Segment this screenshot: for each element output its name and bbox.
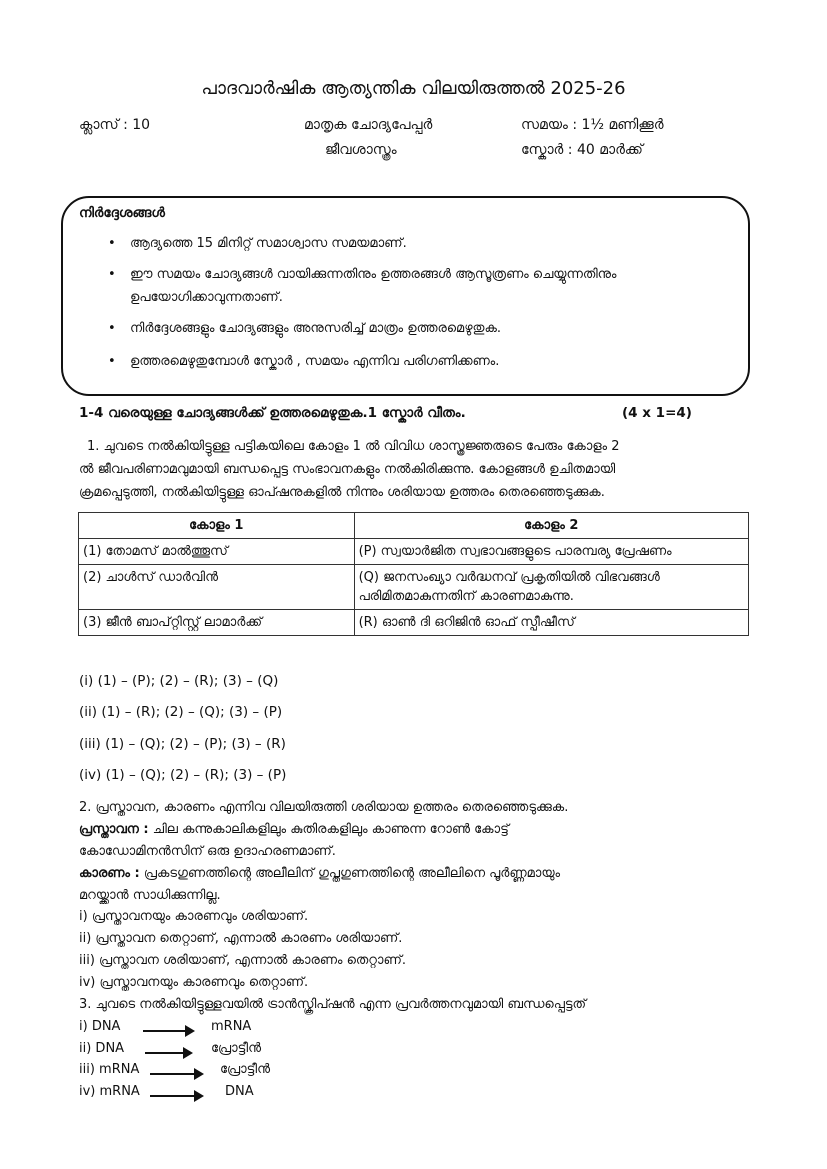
instruction-item: • നിർദ്ദേശങ്ങളും ചോദ്യങ്ങളും അനുസരിച്ച് മാത്രം ഉത്തരമെഴുതുക.	[108, 321, 502, 336]
table-header-row	[79, 513, 749, 539]
q2-reason-cont: മറയ്ക്കാൻ സാധിക്കുന്നില്ല.	[79, 888, 221, 903]
q1-option: (i) (1) – (P); (2) – (R); (3) – (Q)	[79, 673, 279, 689]
q3-option-target: mRNA	[211, 1019, 252, 1034]
q1-option: (iii) (1) – (Q); (2) – (P); (3) – (R)	[79, 736, 286, 752]
q2-statement: പ്രസ്താവന : ചില കന്നുകാലികളിലും കുതിരകളിലും കാണുന്ന റോൺ കോട്ട്	[79, 822, 509, 837]
q3-option-target: പ്രോട്ടീൻ	[220, 1062, 270, 1077]
q2-option: ii) പ്രസ്താവന തെറ്റാണ്, എന്നാൽ കാരണം ശരിയാണ്.	[79, 931, 403, 946]
paper-type: മാതൃക ചോദ്യപേപ്പർ	[304, 117, 433, 133]
q3-option-label: i) DNA	[79, 1019, 121, 1034]
arrow-icon	[143, 1030, 193, 1032]
q3-option-label: ii) DNA	[79, 1041, 125, 1056]
instruction-item-cont: ഉപയോഗിക്കാവുന്നതാണ്.	[130, 290, 283, 305]
score-label: സ്കോർ : 40 മാർക്ക്	[521, 142, 643, 158]
table-header: കോളം 2	[354, 513, 748, 539]
q2-option: i) പ്രസ്താവനയും കാരണവും ശരിയാണ്.	[79, 909, 309, 924]
instructions-title: നിർദ്ദേശങ്ങൾ	[79, 205, 165, 221]
arrow-icon	[145, 1052, 191, 1054]
q3-option-target: പ്രോട്ടീൻ	[211, 1041, 261, 1056]
q1-option: (ii) (1) – (R); (2) – (Q); (3) – (P)	[79, 704, 283, 720]
q3-intro: 3. ചുവടെ നൽകിയിട്ടുള്ളവയിൽ ട്രാൻസ്ക്രിപ്ഷൻ എന്ന പ്രവർത്തനവുമായി ബന്ധപ്പെട്ടത്	[79, 997, 587, 1012]
instruction-item: • ഈ സമയം ചോദ്യങ്ങൾ വായിക്കുന്നതിനും ഉത്തരങ്ങൾ ആസൂത്രണം ചെയ്യുന്നതിനും	[108, 267, 617, 282]
match-table	[78, 512, 749, 636]
time-label: സമയം : 1½ മണിക്കൂർ	[521, 117, 664, 133]
q1-option: (iv) (1) – (Q); (2) – (R); (3) – (P)	[79, 767, 287, 783]
q1-text-line: ക്രമപ്പെടുത്തി, നൽകിയിട്ടുള്ള ഓപ്ഷനുകളിൽ നിന്നും ശരിയായ ഉത്തരം തെരഞ്ഞെടുക്കുക.	[79, 485, 605, 500]
q2-option: iv) പ്രസ്താവനയും കാരണവും തെറ്റാണ്.	[79, 975, 309, 990]
table-cell: (3) ജീൻ ബാപ്റ്റിസ്റ്റ് ലാമാർക്ക്	[79, 610, 355, 636]
q3-option-label: iii) mRNA	[79, 1062, 140, 1077]
class-label: ക്ലാസ് : 10	[79, 117, 151, 133]
table-row	[79, 610, 749, 636]
table-row	[79, 539, 749, 565]
table-cell: (P) സ്വയാർജിത സ്വഭാവങ്ങളുടെ പാരമ്പര്യ പ്രേഷണം	[354, 539, 748, 565]
instruction-item: • ആദ്യത്തെ 15 മിനിറ്റ് സമാശ്വാസ സമയമാണ്.	[108, 236, 407, 251]
page-title: പാദവാർഷിക ആത്യന്തിക വിലയിരുത്തൽ 2025-26	[201, 78, 626, 99]
section-marks: (4 x 1=4)	[622, 405, 692, 421]
q2-option: iii) പ്രസ്താവന ശരിയാണ്, എന്നാൽ കാരണം തെറ്റാണ്.	[79, 953, 407, 968]
q2-statement-cont: കോഡോമിനൻസിന് ഒരു ഉദാഹരണമാണ്.	[79, 844, 336, 859]
table-cell: (R) ഓൺ ദി ഒറിജിൻ ഓഫ് സ്പീഷീസ്	[354, 610, 748, 636]
subject-label: ജീവശാസ്ത്രം	[325, 142, 397, 158]
arrow-icon	[150, 1073, 202, 1075]
q3-option-target: DNA	[225, 1084, 254, 1099]
table-cell: (Q) ജനസംഖ്യാ വർദ്ധനവ് പ്രകൃതിയിൽ വിഭവങ്ങൾ പരിമിതമാകുന്നതിന് കാരണമാകുന്നു.	[354, 565, 748, 610]
table-header: കോളം 1	[79, 513, 355, 539]
section-heading: 1-4 വരെയുള്ള ചോദ്യങ്ങൾക്ക് ഉത്തരമെഴുതുക.1 സ്കോർ വീതം.	[79, 405, 466, 421]
q1-text-line: ൽ ജീവപരിണാമവുമായി ബന്ധപ്പെട്ട സംഭാവനകളും നൽകിരിക്കുന്നു. കോളങ്ങൾ ഉചിതമായി	[79, 462, 616, 477]
q2-intro: 2. പ്രസ്താവന, കാരണം എന്നിവ വിലയിരുത്തി ശരിയായ ഉത്തരം തെരഞ്ഞെടുക്കുക.	[79, 800, 569, 815]
arrow-icon	[150, 1095, 202, 1097]
table-cell: (2) ചാൾസ് ഡാർവിൻ	[79, 565, 355, 610]
table-cell: (1) തോമസ് മാൽത്തൂസ്	[79, 539, 355, 565]
q2-reason: കാരണം : പ്രകടഗുണത്തിന്റെ അലീലിന് ഗുപ്തഗുണത്തിന്റെ അലീലിനെ പൂർണ്ണമായും	[79, 866, 561, 881]
instruction-item: • ഉത്തരമെഴുതുമ്പോൾ സ്കോർ , സമയം എന്നിവ പരിഗണിക്കണം.	[108, 354, 500, 369]
table-row	[79, 565, 749, 610]
q1-text-line: 1. ചുവടെ നൽകിയിട്ടുള്ള പട്ടികയിലെ കോളം 1 ൽ വിവിധ ശാസ്ത്രജ്ഞരുടെ പേരും കോളം 2	[87, 439, 620, 454]
q3-option-label: iv) mRNA	[79, 1084, 140, 1099]
